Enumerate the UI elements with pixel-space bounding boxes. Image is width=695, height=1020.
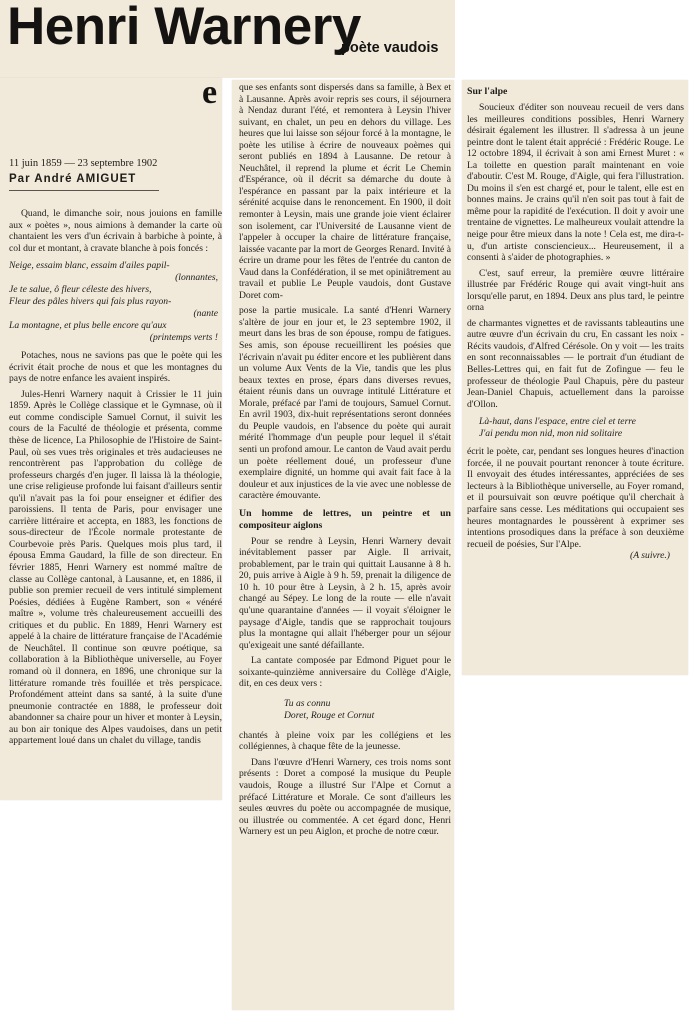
column-2-body: [239, 82, 451, 838]
poem-line: Neige, essaim blanc, essaim d'ailes papil-: [9, 260, 170, 272]
paragraph-biography: Jules-Henri Warnery naquit à Crissier le 11 juin 1859. Après le Collège classique et le Gymnase, où il eut comme condisciple Samuel Cornut, il suivit les cours de la Faculté de théologie et présenta, comme thèse de licence, La Philosophie de l'Histoire de Saint-Paul, où ses vues très originales et très audacieuses ne rencontrèrent pas l'approbation du collège de professeurs chargés d'en juger. Il laissa là la théologie, une crise religieuse profonde lui faisant d'ailleurs sentir qu'il n'avait pas la foi pour enseigner et édifier des paroissiens. Il tenta de Paris, pour envisager une carrière littéraire et accepta, en 1883, les fonctions de sous-directeur de l'École normale protestante de Courbevoie près Paris. Quelques mois plus tard, il épousa Emma Gaudard, la fille de son directeur. En février 1885, Henri Warnery est nommé maître de classe au Collège cantonal, à Lausanne, et, en 1886, il publie son premier recueil de vers intitulé simplement Poésies, dédiées à Eugène Rambert, son « vénéré maître », volume très chaleureusement accueilli des critiques et du public. En 1889, Henri Warnery est appelé à la chaire de littérature française de l'Académie de Neuchâtel. Il continue son œuvre poétique, sa collaboration à la Bibliothèque universelle, au Foyer romand où il donnera, en 1896, une chronique sur la littérature romande très fouillée et très perspicace. Profondément atteint dans sa santé, à la suite d'une pneumonie contractée en 1888, le professeur doit abandonner sa chaire pour un hiver et monter à Leysin, au bon air tonique des Alpes vaudoises, dans un petit appartement loué dans un chalet du village, tandis: [9, 388, 222, 747]
poem-neige: [9, 260, 222, 344]
column-2-clipping: [232, 80, 454, 1010]
paragraph-death: pose la partie musicale. La santé d'Henri Warnery s'altère de jour en jour et, le 23 septembre 1902, il meurt dans les bras de son épouse, rompu de fatigues. Ses amis, son épouse recueillirent les poésies que l'écrivain n'avait pu éditer encore et les publièrent dans un volume Aux Vents de la Vie, tandis que les plus beaux textes en prose, épars dans diverses revues, étaient réunis dans un ouvrage intitulé Littérature et Morale, préfacé par l'ami de toujours, Samuel Cornut. En avril 1903, dix-huit représentations seront données du Peuple vaudois, en l'absence du poète qui aurait mérité l'hommage d'un peuple pour lequel il s'était senti un profond amour. Le canton de Vaud avait perdu un poète réellement doué, un professeur d'une exemplaire dignité, un homme qui avait fait face à la douleur et aux injustices de la vie avec une noblesse de caractère émouvante.: [239, 305, 451, 502]
paragraph-rouge: C'est, sauf erreur, la première œuvre littéraire illustrée par Frédéric Rouge qui avait vingt-huit ans lorsqu'elle parut, en 1894. Deux ans plus tard, le peintre orna: [467, 267, 684, 314]
paragraph-oeuvre: Dans l'œuvre d'Henri Warnery, ces trois noms sont présents : Doret a composé la musique du Peuple vaudois, Rouge a illustré Sur l'Alpe et Cornut a préfacé Littérature et Morale. Ce sont d'ailleurs les seules œuvres du poète ou accompagnée de musique, ou illustrée ou commentée. A cet égard donc, Henri Warnery est un peu Aiglon, et proche de notre cœur.: [239, 756, 451, 838]
poem-line: Fleur des pâles hivers qui fais plus rayon-: [9, 296, 172, 308]
poem-line: (nante: [193, 308, 218, 320]
paragraph-chantes: chantés à pleine voix par les collégiens et les collégiennes, à chaque fête de la jeunesse.: [239, 729, 451, 753]
poem-cantate: [239, 698, 451, 722]
paragraph-vignettes: de charmantes vignettes et de ravissants tableautins une autre œuvre d'un écrivain du cru, En cassant les noix - Récits vaudois, d'Alfred Cérésole. On y voit — les traits en sont reconnaissables — le portrait d'un étudiant de Belles-Lettres qui, en fait fut de Zofingue — feu le professeur de théologie Paul Chapuis, père du pasteur Jean-Daniel Chapuis, actuellement dans la paroisse d'Ollon.: [467, 317, 684, 410]
paragraph-ecrit: écrit le poète, car, pendant ses longues heures d'inaction forcée, il ne pouvait pourtant renoncer à toute écriture. Il envoyait des études intéressantes, appréciées de ses lecteurs à la Bibliothèque universelle, au Foyer romand, et il poursuivait son œuvre poétique qu'il cherchait à parfaire sans cesse. Les méditations qui occupaient ses heures montagnardes le poussèrent à exprimer ses intentions prosodiques dans la préface à son deuxième recueil de poésies, Sur l'Alpe.: [467, 446, 684, 550]
article-subtitle: poète vaudois: [341, 40, 439, 56]
byline-rule: [9, 190, 159, 191]
section-heading-aiglons: Un homme de lettres, un peintre et un compositeur aiglons: [239, 507, 451, 531]
poem-line: (lonnantes,: [175, 272, 218, 284]
paragraph-intro: Quand, le dimanche soir, nous jouions en famille aux « poètes », nous aimions à demander la carte où chantaient les vers d'un écrivain à barbiche à pointe, à col dur et montant, à cravate blanche à pois foncés :: [9, 208, 222, 254]
column-1-body: [9, 208, 222, 747]
poem-line: Là-haut, dans l'espace, entre ciel et terre: [479, 416, 636, 428]
poem-line: (printemps verts !: [149, 332, 218, 344]
byline: Par André AMIGUET: [9, 173, 137, 185]
headline-strip: [0, 0, 455, 78]
paragraph-leysin: que ses enfants sont dispersés dans sa famille, à Bex et à Lausanne. Après avoir repris ses cours, il séjournera à Nendaz durant l'été, et remontera à Leysin l'hiver suivant, en chalet, un peu en dehors du village. Les heures que lui laisse son séjour forcé à la montagne, le poète les utilise à écrire de nouveaux poèmes qui seront publiés en 1894 à Lausanne. De retour à Neuchâtel, il reprend la plume et écrit Le Chemin d'Espérance, où il décrit sa démarche du doute à l'espérance en passant par la paix intérieure et la sérénité acquise dans le renoncement. En 1900, il doit remonter à Leysin, mais une grande joie vient éclairer son isolement, car l'Université de Lausanne vient de l'appeler à occuper la chaire de littérature française, laissée vacante par la mort de Georges Renard. Invité à écrire un drame pour les fêtes de l'entrée du canton de Vaud dans la Confédération, il se met opiniâtrement au travail et publie Le Peuple vaudois, dont Gustave Doret com-: [239, 82, 451, 301]
to-be-continued: (A suivre.): [630, 550, 670, 562]
life-dates: 11 juin 1859 — 23 septembre 1902: [9, 158, 158, 169]
paragraph-edition: Soucieux d'éditer son nouveau recueil de vers dans les meilleures conditions possibles, Henri Warnery désirait également les illustrer. Il s'adressa à un jeune peintre dont le talent était apprécié : Frédéric Rouge. Le 12 octobre 1894, il écrivait à son ami Ernest Muret : « La toilette en question paraît maintenant en voie d'aboutir. C'est M. Rouge, d'Aigle, qui fera l'illustration. Du moins il s'en est chargé et, pour le talent, elle est en bonnes mains. Je crains qu'il n'en soit pas tout à fait de même pour la rapidité de l'exécution. Il doit y avoir une trentaine de vignettes. Le malheureux voulait attendre la neige pour être mieux dans la note ! Cela est, me dira-t-u, d'un artiste consciencieux... Heureusement, il a consenti à s'aider de photographies. »: [467, 102, 684, 264]
paragraph-cantate: La cantate composée par Edmond Piguet pour le soixante-quinzième anniversaire du Collège d'Aigle, dit, en ces deux vers :: [239, 655, 451, 690]
poem-nid: [467, 416, 684, 440]
paragraph-route: Pour se rendre à Leysin, Henri Warnery devait inévitablement passer par Aigle. Il arrivait, probablement, par le train qui quittait Lausanne à 8 h. 20, puis arrive à Aigle à 9 h. 59, prenait la diligence de 10 h. 10 pour être à Leysin, à 2 h. 15, après avoir changé au Sépey. Le long de la route — elle n'avait qu'une quarantaine d'années — il voyait s'éloigner le paysage d'Aigle, tandis que se rapprochait toujours plus la montagne qui allait l'héberger pour un séjour qu'exigeait une santé défaillante.: [239, 535, 451, 651]
column-1-clipping: [0, 78, 222, 800]
paragraph-potaches: Potaches, nous ne savions pas que le poète qui les écrivit était proche de nous et que les montagnes du pays de notre enfance les avaient inspirés.: [9, 350, 222, 385]
poem-line: Je te salue, ô fleur céleste des hivers,: [9, 284, 152, 296]
poem-line: La montagne, et plus belle encore qu'aux: [9, 320, 167, 332]
article-title: Henri Warnery: [7, 0, 361, 56]
column-3-body: [467, 86, 684, 562]
poem-line: J'ai pendu mon nid, mon nid solitaire: [479, 428, 623, 440]
poem-line: Doret, Rouge et Cornut: [284, 709, 375, 721]
poem-line: Tu as connu: [284, 697, 331, 709]
section-heading-sur-alpe: Sur l'alpe: [467, 86, 508, 97]
column-3-clipping: [462, 80, 688, 675]
drop-letter: e: [202, 74, 218, 111]
